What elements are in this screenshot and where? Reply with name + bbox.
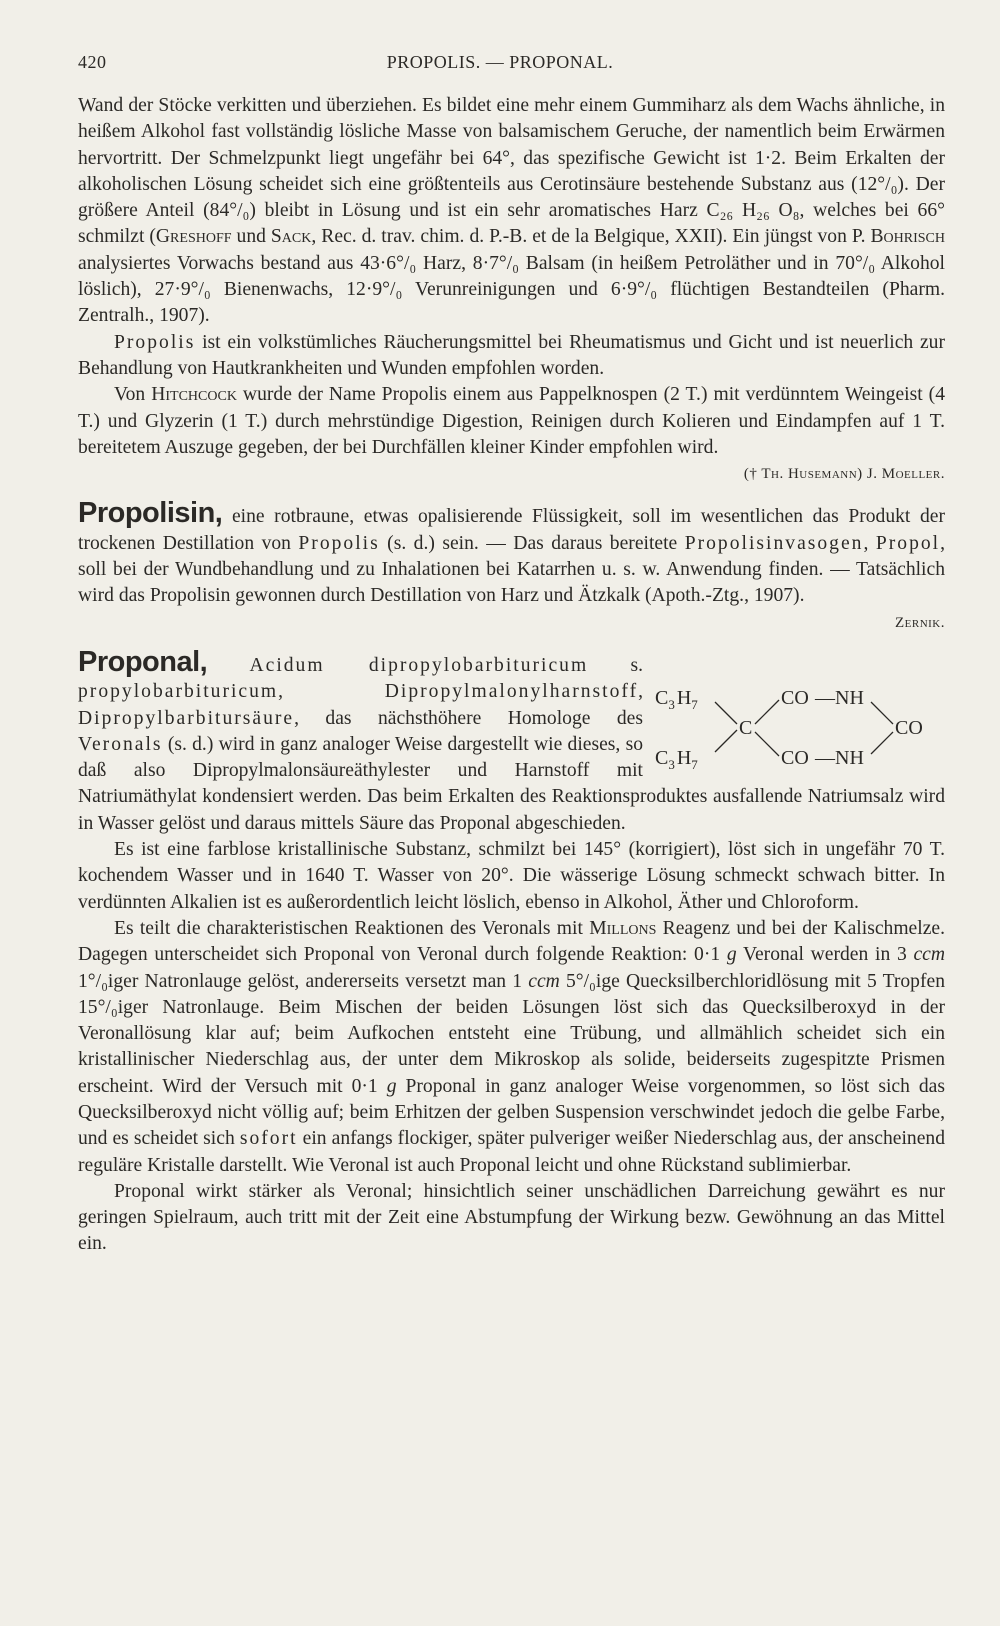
- propolis-paragraph-2: Propolis ist ein volkstümliches Räucherungsmittel bei Rheumatismus und Gicht und ist neuerlich zur Behandlung von Hautkrankheiten und Wunden empfohlen worden.: [78, 331, 945, 379]
- proponal-headword: Proponal,: [78, 645, 208, 678]
- propolis-paragraph-3: Von Hitchcock wurde der Name Propolis einem aus Pappelknospen (2 T.) mit verdünntem Weingeist (4 T.) und Glyzerin (1 T.) durch mehrstündige Digestion, Reinigen durch Kolieren und Eindampfen auf 1 T. bereitetem Auszuge gegeben, der bei Durchfällen kleiner Kinder empfohlen wird.: [78, 384, 945, 458]
- running-header: [78, 52, 922, 80]
- author-bohrisch: Bohrisch: [870, 226, 945, 248]
- propolisin-headword: Propolisin,: [78, 497, 223, 530]
- proponal-entry: $C_3$ $H_7$ $C_3$ $H_7$ C CO — NH CO — NH CO Proponal, Acidum dipropylobarbituricum s. propylobarbituricum, Dipropylmalonylharnstoff, Dipropylbarbitursäure, das nächsthöhere Homologe des Veronals (s. d.) wird in ganz analoger Weise dargestellt wie dieses, so daß also Dipropylmalonsäureäthylester und Harnstoff mit Natriumäthylat kondensiert werden. Das beim Erkalten des Reaktionsproduktes ausfallende Natriumsalz wird in Wasser gelöst und daraus mittels Säure das Proponal abgeschieden.: [78, 645, 945, 834]
- svg-text:—: —: [815, 746, 835, 769]
- formula-central-c: C: [739, 716, 753, 739]
- page-body: [78, 93, 945, 1258]
- proponal-structural-formula: [655, 682, 945, 782]
- formula-co-bottom: CO: [781, 746, 809, 769]
- page-number: 420: [78, 52, 107, 72]
- svg-text:—: —: [815, 686, 835, 709]
- formula-co-right: CO: [895, 716, 923, 739]
- formula-nh-top: NH: [835, 686, 864, 709]
- formula-c3h7-top: $C_3$ $H_7$: [655, 686, 698, 712]
- propolis-signature: († Th. Husemann) J. Moeller.: [743, 466, 945, 483]
- author-sack: Sack: [270, 226, 312, 248]
- author-greshoff: Greshoff: [155, 226, 232, 248]
- propolisin-signature: Zernik.: [894, 614, 945, 631]
- author-millon: Millons: [589, 917, 657, 939]
- proponal-paragraph-2: Es ist eine farblose kristallinische Substanz, schmilzt bei 145° (korrigiert), löst sich in ungefähr 70 T. kochendem Wasser und in 1640 T. Wasser von 20°. Die wässerige Lösung schmeckt schwach bitter. In verdünnten Alkalien ist es außerordentlich leicht löslich, ebenso in Alkohol, Äther und Chloroform.: [78, 839, 945, 913]
- formula-nh-bottom: NH: [835, 746, 864, 769]
- proponal-paragraph-4: Proponal wirkt stärker als Veronal; hinsichtlich seiner unschädlichen Darreichung gewährt es nur geringen Spielraum, auch tritt mit der Zeit eine Abstumpfung der Wirkung bezw. Gewöhnung an das Mittel ein.: [78, 1180, 945, 1255]
- propolis-paragraph-1: Wand der Stöcke verkitten und überziehen. Es bildet eine mehr einem Gummiharz als dem Wachs ähnliche, in heißem Alkohol fast vollständig lösliche Masse von balsamischem Geruche, der namentlich beim Erwärmen hervortritt. Der Schmelzpunkt liegt ungefähr bei 64°, das spezifische Gewicht ist 1·2. Beim Erkalten der alkoholischen Lösung scheidet sich eine größtenteils aus Cerotinsäure bestehende Substanz aus (12°/₀). Der größere Anteil (84°/₀) bleibt in Lösung und ist ein sehr aromatisches Harz C₂₆ H₂₆ O₈, welches bei 66° schmilzt (Greshoff und Sack, Rec. d. trav. chim. d. P.-B. et de la Belgique, XXII). Ein jüngst von P. Bohrisch analysiertes Vorwachs bestand aus 43·6°/₀ Harz, 8·7°/₀ Balsam (in heißem Petroläther und in 70°/₀ Alkohol löslich), 27·9°/₀ Bienenwachs, 12·9°/₀ Verunreinigungen und 6·9°/₀ flüchtigen Bestandteilen (Pharm. Zentralh., 1907).: [78, 95, 945, 327]
- formula-c3h7-bottom: $C_3$ $H_7$: [655, 746, 698, 772]
- author-hitchcock: Hitchcock: [151, 384, 237, 406]
- running-title: PROPOLIS. — PROPONAL.: [386, 52, 614, 72]
- formula-co-top: CO: [781, 686, 809, 709]
- proponal-paragraph-3: Es teilt die charakteristischen Reaktionen des Veronals mit Millons Reagenz und bei der Kalischmelze. Dagegen unterscheidet sich Proponal von Veronal durch folgende Reaktion: 0·1 g Veronal werden in 3 ccm 1°/₀iger Natronlauge gelöst, andererseits versetzt man 1 ccm 5°/₀ige Quecksilberchloridlösung mit 5 Tropfen 15°/₀iger Natronlauge. Beim Mischen der beiden Lösungen löst sich das Quecksilberoxyd in der Veronallösung klar auf; beim Aufkochen entsteht eine Trübung, und allmählich scheidet sich ein kristallinischer Niederschlag aus, der unter dem Mikroskop als solide, beiderseits zugespitzte Prismen erscheint. Wird der Versuch mit 0·1 g Proponal in ganz analoger Weise vorgenommen, so löst sich das Quecksilberoxyd nicht völlig auf; beim Erhitzen der gelben Suspension verschwindet jedoch die gelbe Farbe, und es scheidet sich sofort ein anfangs flockiger, später pulveriger weißer Niederschlag aus, der anscheinend reguläre Kristalle darstellt. Wie Veronal ist auch Proponal leicht und ohne Rückstand sublimierbar.: [78, 917, 945, 1176]
- propolisin-entry: Propolisin, eine rotbraune, etwas opalisierende Flüssigkeit, soll im wesentlichen das Produkt der trockenen Destillation von Propolis (s. d.) sein. — Das daraus bereitete Propolisinvasogen, Propol, soll bei der Wundbehandlung und zu Inhalationen bei Katarrhen u. s. w. Anwendung finden. — Tatsächlich wird das Propolisin gewonnen durch Destillation von Harz und Ätzkalk (Apoth.-Ztg., 1907).: [78, 497, 946, 607]
